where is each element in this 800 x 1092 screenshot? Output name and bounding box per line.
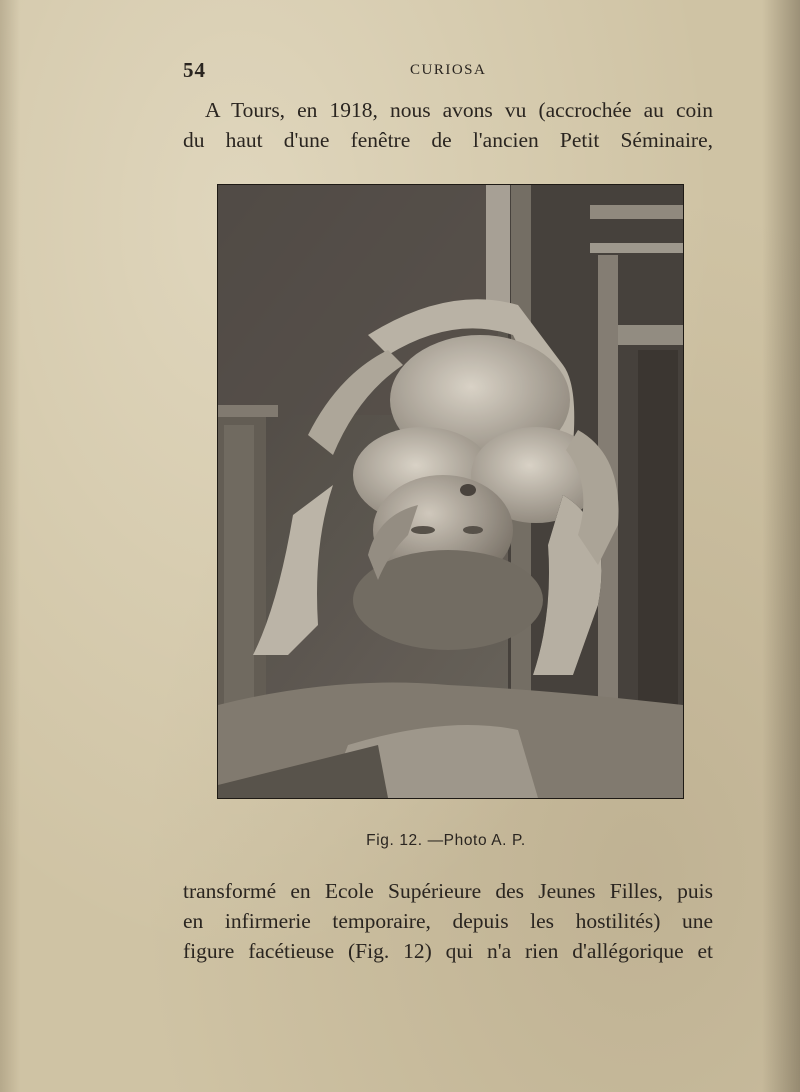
- carving-photo-illustration: [218, 185, 683, 798]
- text-line: du haut d'une fenêtre de l'ancien Petit Séminaire,: [183, 128, 713, 152]
- figure-photo: [217, 184, 684, 799]
- page-number: 54: [183, 58, 206, 82]
- page-left-shadow: [0, 0, 20, 1092]
- caption-text: Fig. 12. —Photo A. P.: [366, 832, 526, 849]
- paragraph-top: [183, 95, 713, 155]
- running-title: CURIOSA: [410, 62, 487, 78]
- page-binding-shadow: [762, 0, 800, 1092]
- text-line: en infirmerie temporaire, depuis les hostilités) une: [183, 909, 713, 933]
- paragraph-bottom: [183, 876, 713, 966]
- figure-caption: [0, 832, 800, 850]
- text-line: transformé en Ecole Supérieure des Jeunes Filles, puis: [183, 879, 713, 903]
- page-header: [0, 58, 800, 82]
- text-line: A Tours, en 1918, nous avons vu (accrochée au coin: [205, 98, 713, 122]
- text-line: figure facétieuse (Fig. 12) qui n'a rien d'allégorique et: [183, 939, 713, 963]
